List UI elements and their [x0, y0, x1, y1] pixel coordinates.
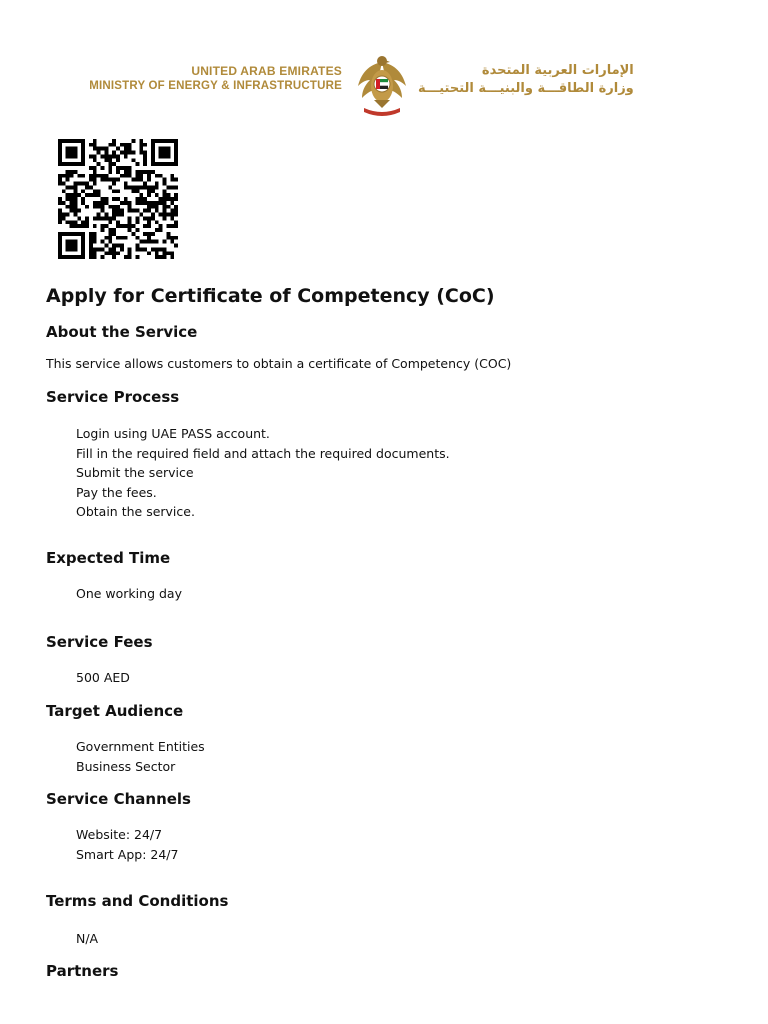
process-step: Fill in the required field and attach the required documents. — [76, 445, 450, 461]
english-org-name — [89, 64, 342, 94]
country-name: UNITED ARAB EMIRATES — [191, 64, 342, 78]
channel-item: Website: 24/7 — [76, 827, 163, 842]
audience-item: Government Entities — [76, 739, 205, 754]
qr-code — [56, 139, 180, 259]
audience-item: Business Sector — [76, 758, 176, 774]
process-step: Submit the service — [76, 465, 194, 480]
page-title: Apply for Certificate of Competency (CoC) — [46, 285, 495, 307]
uae-emblem-icon — [354, 52, 410, 118]
channel-item: Smart App: 24/7 — [76, 846, 179, 862]
terms-text: N/A — [76, 931, 99, 946]
ministry-name-arabic: وزارة الطاقـــة والبنيـــة التحتيـــة — [418, 81, 634, 96]
fees-heading: Service Fees — [46, 633, 153, 651]
process-steps — [46, 424, 450, 522]
letterhead — [0, 52, 768, 118]
time-text: One working day — [76, 586, 182, 601]
terms-heading: Terms and Conditions — [46, 892, 229, 910]
channels-heading: Service Channels — [46, 790, 191, 808]
process-step: Pay the fees. — [76, 484, 157, 500]
audience-heading: Target Audience — [46, 702, 184, 720]
fees-text: 500 AED — [76, 670, 130, 685]
about-text: This service allows customers to obtain a certificate of Competency (COC) — [46, 356, 512, 371]
time-heading: Expected Time — [46, 549, 171, 567]
audience-list — [46, 737, 205, 776]
arabic-org-name — [418, 62, 634, 98]
process-step: Login using UAE PASS account. — [76, 426, 270, 441]
country-name-arabic: الإمارات العربية المتحدة — [481, 63, 634, 78]
process-step: Obtain the service. — [76, 504, 195, 519]
about-heading: About the Service — [46, 323, 198, 341]
partners-heading: Partners — [46, 962, 119, 980]
process-heading: Service Process — [46, 388, 180, 406]
channels-list — [46, 825, 178, 864]
ministry-name: MINISTRY OF ENERGY & INFRASTRUCTURE — [89, 80, 342, 92]
